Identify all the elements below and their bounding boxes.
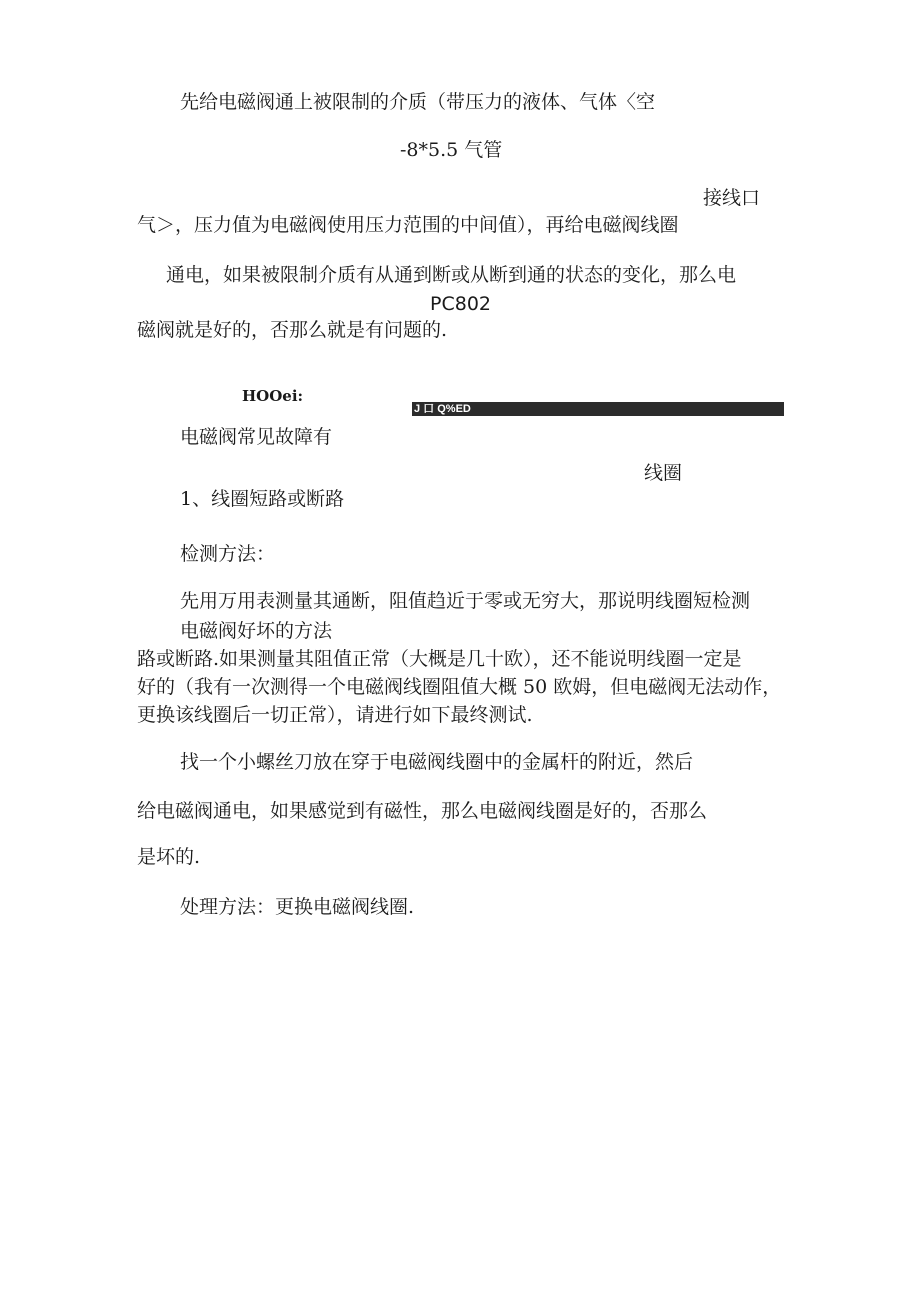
paragraph-1-line-2: 气＞，压力值为电磁阀使用压力范围的中间值），再给电磁阀线圈 bbox=[137, 214, 679, 236]
title-overlay: 电磁阀好坏的方法 bbox=[180, 620, 333, 642]
paragraph-2-line-2: 磁阀就是好的，否那么就是有问题的. bbox=[137, 319, 448, 341]
air-pipe-label: -8*5.5 气管 bbox=[400, 139, 503, 161]
coil-label: 线圈 bbox=[644, 462, 683, 484]
paragraph-3-line-1: 先用万用表测量其通断，阻值趋近于零或无穷大，那说明线圈短检测 bbox=[180, 590, 751, 612]
hooei-label: HOOei: bbox=[242, 387, 304, 405]
paragraph-4-line-1: 找一个小螺丝刀放在穿于电磁阀线圈中的金属杆的附近，然后 bbox=[180, 751, 694, 773]
paragraph-3-line-2: 路或断路.如果测量其阻值正常（大概是几十欧），还不能说明线圈一定是 bbox=[137, 648, 742, 670]
solution-text: 处理方法：更换电磁阀线圈. bbox=[180, 896, 415, 918]
paragraph-4-line-3: 是坏的. bbox=[137, 846, 201, 868]
dark-caption-bar: J 口 Q%ED bbox=[412, 402, 784, 416]
paragraph-3-line-3: 好的（我有一次测得一个电磁阀线圈阻值大概 50 欧姆，但电磁阀无法动作， bbox=[137, 676, 782, 698]
faults-heading: 电磁阀常见故障有 bbox=[180, 426, 333, 448]
port-label: 接线口 bbox=[703, 187, 761, 209]
paragraph-3-line-4: 更换该线圈后一切正常），请进行如下最终测试. bbox=[137, 704, 533, 726]
paragraph-2-line-1: 通电，如果被限制介质有从通到断或从断到通的状态的变化，那么电 bbox=[166, 264, 737, 286]
method-label: 检测方法： bbox=[180, 543, 276, 565]
paragraph-4-line-2: 给电磁阀通电，如果感觉到有磁性，那么电磁阀线圈是好的，否那么 bbox=[137, 800, 708, 822]
fault-item-1: 1、线圈短路或断路 bbox=[180, 488, 345, 510]
model-label: PC802 bbox=[430, 293, 491, 315]
paragraph-1-line-1: 先给电磁阀通上被限制的介质（带压力的液体、气体〈空 bbox=[180, 91, 656, 113]
